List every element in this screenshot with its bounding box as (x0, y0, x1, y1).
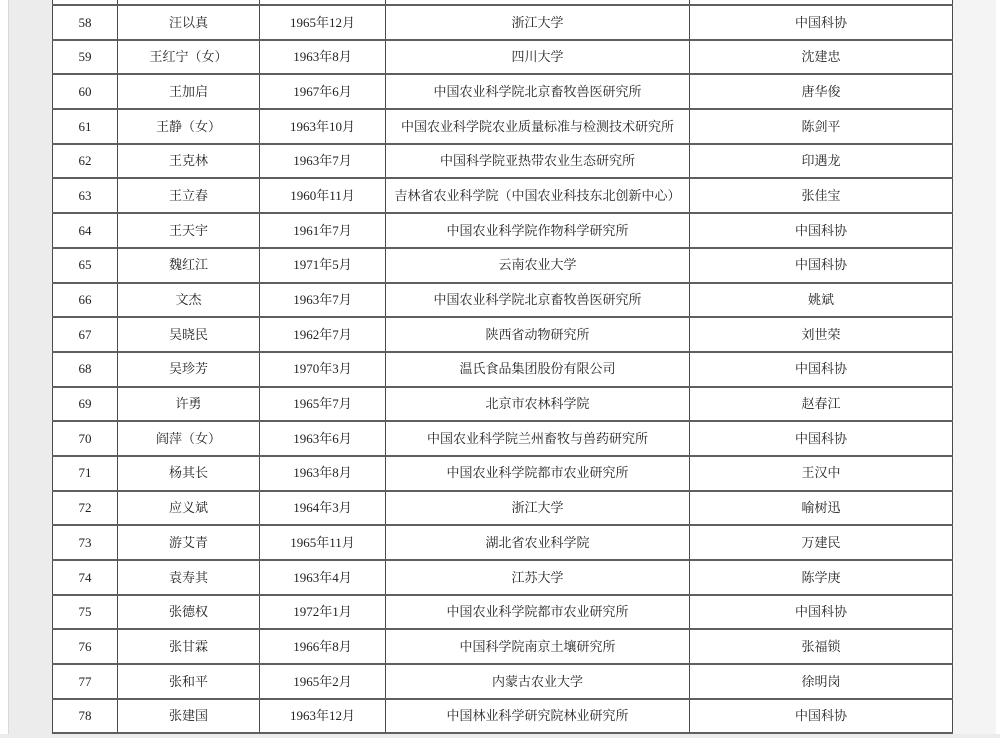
cell-recommender: 刘世荣 (690, 317, 953, 352)
cell-birth-date: 1963年4月 (260, 560, 386, 595)
cell-serial-number: 66 (53, 283, 118, 318)
cell-recommender: 中国科协 (690, 595, 953, 630)
table-row (53, 109, 953, 144)
cell-person-name: 许勇 (118, 387, 260, 422)
cell-work-institution: 中国农业科学院都市农业研究所 (386, 595, 690, 630)
table-row (53, 421, 953, 456)
cell-birth-date: 1961年7月 (260, 213, 386, 248)
table-row (53, 629, 953, 664)
cell-birth-date: 1963年8月 (260, 40, 386, 75)
cell-birth-date: 1965年12月 (260, 5, 386, 40)
cell-birth-date: 1963年10月 (260, 109, 386, 144)
cell-recommender: 唐华俊 (690, 74, 953, 109)
table-row (53, 387, 953, 422)
cell-recommender: 中国科协 (690, 248, 953, 283)
cell-birth-date: 1963年7月 (260, 283, 386, 318)
cell-recommender: 中国科协 (690, 352, 953, 387)
table-row (53, 283, 953, 318)
table-row (53, 456, 953, 491)
cell-birth-date: 1965年2月 (260, 664, 386, 699)
cell-serial-number: 71 (53, 456, 118, 491)
cell-work-institution: 中国农业科学院兰州畜牧与兽药研究所 (386, 421, 690, 456)
cell-person-name: 张和平 (118, 664, 260, 699)
cell-work-institution: 陕西省动物研究所 (386, 317, 690, 352)
page-bottom-edge (0, 734, 1000, 738)
cell-work-institution: 云南农业大学 (386, 248, 690, 283)
table-row (53, 560, 953, 595)
cell-serial-number: 68 (53, 352, 118, 387)
cell-work-institution: 温氏食品集团股份有限公司 (386, 352, 690, 387)
cell-work-institution: 内蒙古农业大学 (386, 664, 690, 699)
cell-recommender: 姚斌 (690, 283, 953, 318)
cell-work-institution: 中国农业科学院都市农业研究所 (386, 456, 690, 491)
cell-serial-number: 61 (53, 109, 118, 144)
cell-birth-date: 1967年6月 (260, 74, 386, 109)
table-row (53, 74, 953, 109)
cell-serial-number: 72 (53, 491, 118, 526)
cell-work-institution: 中国科学院亚热带农业生态研究所 (386, 144, 690, 179)
cell-work-institution: 中国科学院南京土壤研究所 (386, 629, 690, 664)
cell-birth-date: 1963年6月 (260, 421, 386, 456)
cell-serial-number: 77 (53, 664, 118, 699)
table-row (53, 248, 953, 283)
cell-serial-number: 73 (53, 525, 118, 560)
cell-person-name: 杨其长 (118, 456, 260, 491)
cell-serial-number: 58 (53, 5, 118, 40)
table-row (53, 491, 953, 526)
cell-birth-date: 1970年3月 (260, 352, 386, 387)
cell-birth-date: 1972年1月 (260, 595, 386, 630)
cell-recommender: 陈剑平 (690, 109, 953, 144)
cell-person-name: 王加启 (118, 74, 260, 109)
cell-person-name: 吴珍芳 (118, 352, 260, 387)
cell-recommender: 中国科协 (690, 699, 953, 734)
table-row (53, 664, 953, 699)
cell-recommender: 赵春江 (690, 387, 953, 422)
cell-work-institution: 浙江大学 (386, 5, 690, 40)
cell-recommender: 中国科协 (690, 421, 953, 456)
table-row (53, 352, 953, 387)
table-row (53, 178, 953, 213)
cell-birth-date: 1963年8月 (260, 456, 386, 491)
cell-recommender: 中国科协 (690, 5, 953, 40)
cell-serial-number: 78 (53, 699, 118, 734)
page-left-margin (8, 0, 52, 738)
cell-person-name: 张德权 (118, 595, 260, 630)
cell-serial-number: 76 (53, 629, 118, 664)
cell-serial-number: 69 (53, 387, 118, 422)
page-right-margin (952, 0, 996, 738)
cell-birth-date: 1960年11月 (260, 178, 386, 213)
cell-person-name: 袁寿其 (118, 560, 260, 595)
table-row (53, 5, 953, 40)
cell-birth-date: 1965年7月 (260, 387, 386, 422)
cell-person-name: 阎萍（女） (118, 421, 260, 456)
cell-serial-number: 67 (53, 317, 118, 352)
cell-person-name: 王静（女） (118, 109, 260, 144)
cell-person-name: 游艾青 (118, 525, 260, 560)
cell-birth-date: 1964年3月 (260, 491, 386, 526)
cell-person-name: 汪以真 (118, 5, 260, 40)
cell-recommender: 喻树迅 (690, 491, 953, 526)
cell-person-name: 张建国 (118, 699, 260, 734)
cell-serial-number: 74 (53, 560, 118, 595)
cell-serial-number: 65 (53, 248, 118, 283)
cell-serial-number: 59 (53, 40, 118, 75)
cell-recommender: 徐明岗 (690, 664, 953, 699)
cell-birth-date: 1966年8月 (260, 629, 386, 664)
table-row (53, 144, 953, 179)
cell-work-institution: 中国农业科学院作物科学研究所 (386, 213, 690, 248)
cell-work-institution: 江苏大学 (386, 560, 690, 595)
table-row (53, 317, 953, 352)
cell-serial-number: 70 (53, 421, 118, 456)
cell-birth-date: 1963年7月 (260, 144, 386, 179)
cell-birth-date: 1962年7月 (260, 317, 386, 352)
cell-recommender: 沈建忠 (690, 40, 953, 75)
cell-serial-number: 75 (53, 595, 118, 630)
cell-birth-date: 1971年5月 (260, 248, 386, 283)
table-row (53, 213, 953, 248)
cell-person-name: 王天宇 (118, 213, 260, 248)
cell-recommender: 陈学庚 (690, 560, 953, 595)
table-row (53, 525, 953, 560)
cell-recommender: 张福锁 (690, 629, 953, 664)
cell-recommender: 万建民 (690, 525, 953, 560)
cell-birth-date: 1965年11月 (260, 525, 386, 560)
cell-serial-number: 63 (53, 178, 118, 213)
cell-serial-number: 62 (53, 144, 118, 179)
table-row (53, 595, 953, 630)
cell-work-institution: 四川大学 (386, 40, 690, 75)
cell-person-name: 王立春 (118, 178, 260, 213)
cell-work-institution: 湖北省农业科学院 (386, 525, 690, 560)
cell-person-name: 吴晓民 (118, 317, 260, 352)
table-row (53, 40, 953, 75)
cell-serial-number: 60 (53, 74, 118, 109)
cell-recommender: 王汉中 (690, 456, 953, 491)
cell-birth-date: 1963年12月 (260, 699, 386, 734)
cell-person-name: 张甘霖 (118, 629, 260, 664)
cell-work-institution: 中国农业科学院北京畜牧兽医研究所 (386, 74, 690, 109)
cell-person-name: 应义斌 (118, 491, 260, 526)
cell-person-name: 魏红江 (118, 248, 260, 283)
cell-work-institution: 吉林省农业科学院（中国农业科技东北创新中心） (386, 178, 690, 213)
cell-work-institution: 北京市农林科学院 (386, 387, 690, 422)
cell-work-institution: 浙江大学 (386, 491, 690, 526)
cell-work-institution: 中国农业科学院农业质量标准与检测技术研究所 (386, 109, 690, 144)
cell-work-institution: 中国农业科学院北京畜牧兽医研究所 (386, 283, 690, 318)
cell-person-name: 王红宁（女） (118, 40, 260, 75)
table-row (53, 699, 953, 734)
cell-recommender: 中国科协 (690, 213, 953, 248)
nominees-table (52, 0, 953, 734)
cell-recommender: 印遇龙 (690, 144, 953, 179)
cell-work-institution: 中国林业科学研究院林业研究所 (386, 699, 690, 734)
cell-person-name: 王克林 (118, 144, 260, 179)
cell-recommender: 张佳宝 (690, 178, 953, 213)
cell-person-name: 文杰 (118, 283, 260, 318)
cell-serial-number: 64 (53, 213, 118, 248)
